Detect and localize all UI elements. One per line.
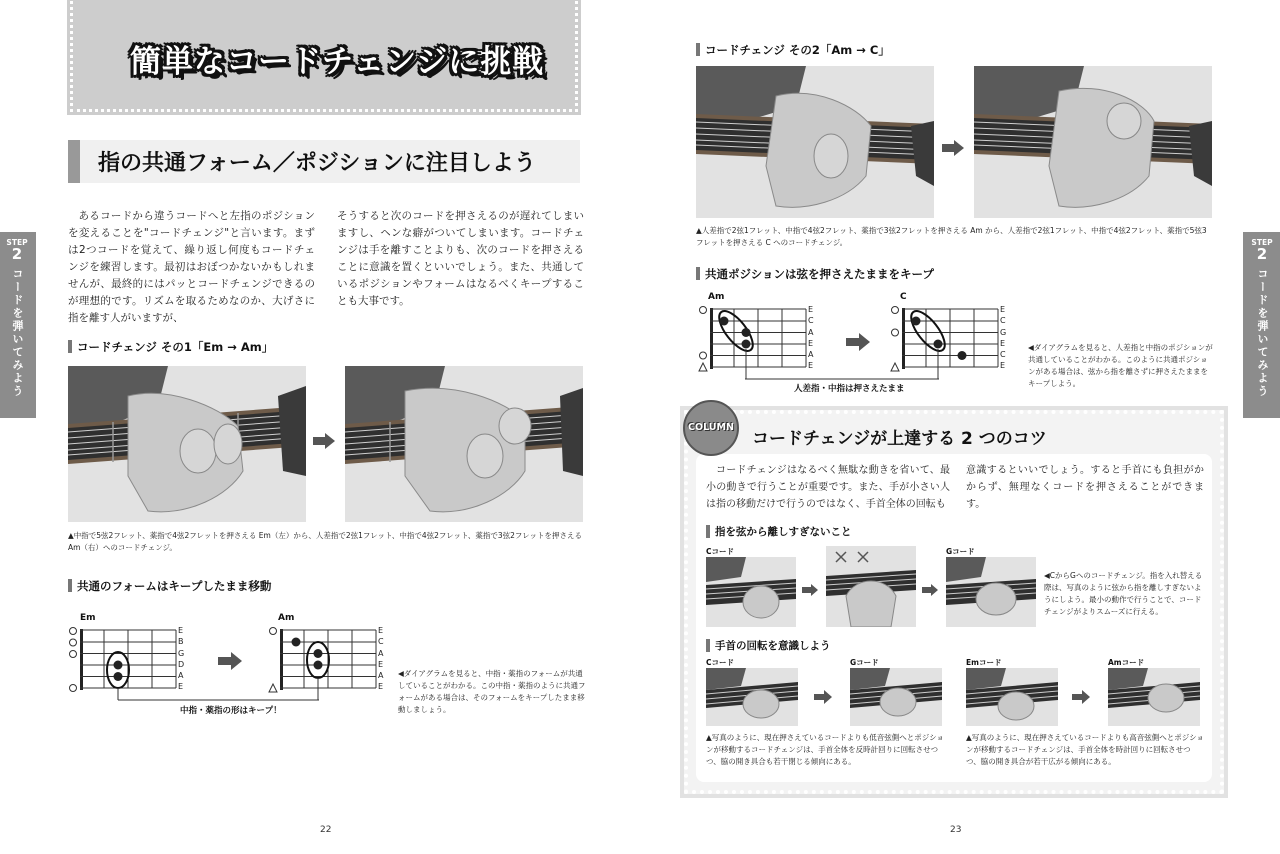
column-body-col1: コードチェンジはなるべく無駄な動きを省いて、最小の動きで行うことが重要です。また、手が小さい人は指の移動だけで行うのではなく、手首全体の回転も — [706, 465, 950, 510]
arrow-right-icon — [922, 584, 938, 596]
arrow-right-icon — [942, 140, 964, 156]
tip1-heading: 指を弦から離しすぎないこと — [706, 524, 852, 539]
diagram-am2-name: Am — [708, 292, 725, 302]
diagram-am-strings: E C A E A E — [378, 626, 384, 692]
tip2-label-g: Gコード — [850, 658, 879, 667]
photo-am — [345, 366, 583, 522]
subtitle: 指の共通フォーム／ポジションに注目しよう — [98, 151, 536, 176]
photo-c — [974, 66, 1212, 218]
chord-diagram-am2 — [696, 303, 808, 379]
section1-caption: ▲中指で5弦2フレット、薬指で4弦2フレットを押さえる Em（左）から、人差指で2弦1フレット、中指で4弦2フレット、薬指で3弦2フレットを押さえる Am（右）へのコードチェンジ。 — [68, 531, 583, 552]
page-number: 22 — [320, 825, 332, 835]
tip2-label-am: Amコード — [1108, 658, 1145, 667]
diagram-note: 人差指・中指は押さえたまま — [794, 384, 905, 394]
diagram-am-name: Am — [278, 613, 295, 623]
diagram-em-strings: E B G D A E — [178, 626, 185, 692]
column-badge: COLUMN — [683, 400, 739, 456]
column-body-col2: 意識するといいでしょう。すると手首にも負担がかからず、無理なくコードを押さえることができます。 — [966, 465, 1204, 510]
tip2-caption1: ▲写真のように、現在押さえているコードよりも低音弦側へとポジションが移動するコードチェンジは、手首全体を反時計回りに回転させつつ、脇の開き具合も若干閉じる傾向にある。 — [706, 733, 944, 766]
diagram-connector — [744, 377, 940, 381]
side-tab-right: STEP 2 コードを弾いてみよう — [1243, 232, 1280, 418]
photo-tip1-g — [946, 557, 1036, 627]
photo-tip2-c — [706, 668, 798, 726]
subtitle-bar — [68, 140, 580, 183]
tip2-heading: 手首の回転を意識しよう — [706, 638, 831, 653]
section1-caption: ▲人差指で2弦1フレット、中指で4弦2フレット、薬指で3弦2フレットを押さえる Am から、人差指で2弦1フレット、中指で4弦2フレット、薬指で5弦3フレットを押さえる C へのコードチェンジ。 — [696, 226, 1207, 247]
chord-diagram-c — [888, 303, 1000, 379]
diagram-note: 中指・薬指の形はキープ！ — [180, 706, 282, 716]
diagram-side-text: ◀ダイアグラムを見ると、中指・薬指のフォームが共通していることがわかる。この中指・薬指のように共通フォームがある場合は、そのフォームをキープしたまま移動しましょう。 — [398, 669, 586, 714]
tip2-label-em: Emコード — [966, 658, 1002, 667]
diagram-side-text: ◀ダイアグラムを見ると、人差指と中指のポジションが共通していることがわかる。このように共通ポジションがある場合は、弦から指を離さずに押さえたままをキープしよう。 — [1028, 343, 1213, 388]
section2-heading: 共通のフォームはキープしたまま移動 — [68, 578, 271, 594]
diagram-em-name: Em — [80, 613, 96, 623]
side-tab-left: STEP 2 コードを弾いてみよう — [0, 232, 36, 418]
diagram-connector — [117, 698, 320, 702]
body-text-col2: そうすると次のコードを押さえるのが遅れてしまいますし、ヘンな癖がついてしまいます。コードチェンジは手を離すことよりも、次のコードを押さえることに意識を置くといいでしょう。また、共通しているポジションやフォームはなるべくキープすることも大事です。 — [337, 210, 584, 307]
section1-heading: コードチェンジ その2「Am → C」 — [696, 42, 890, 58]
diagram-c-strings: E C G E C E — [1000, 305, 1007, 371]
page-title: 簡単なコードチェンジに挑戦 — [130, 44, 545, 80]
tip1-label-c: Cコード — [706, 547, 735, 556]
arrow-right-icon — [313, 433, 335, 449]
tip2-label-c: Cコード — [706, 658, 735, 667]
tip1-text: ◀CからGへのコードチェンジ。指を入れ替える際は、写真のように弦から指を離しすぎないようにしよう。最小の動作で行うことで、コードチェンジがよりスムーズに行える。 — [1044, 571, 1203, 616]
photo-tip1-c — [706, 557, 796, 627]
photo-tip2-em — [966, 668, 1058, 726]
arrow-right-icon — [846, 333, 870, 351]
arrow-right-icon — [218, 652, 242, 670]
chord-diagram-am — [266, 624, 378, 700]
page-number: 23 — [950, 825, 962, 835]
tip2-caption2: ▲写真のように、現在押さえているコードよりも高音弦側へとポジションが移動するコードチェンジは、手首全体を時計回りに回転させつつ、脇の開き具合が若干広がる傾向にある。 — [966, 733, 1204, 766]
photo-tip2-am — [1108, 668, 1200, 726]
column-title: コードチェンジが上達する 2 つのコツ — [752, 429, 1047, 449]
arrow-right-icon — [814, 690, 832, 704]
chord-diagram-em — [66, 624, 178, 700]
diagram-c-name: C — [900, 292, 907, 302]
arrow-right-icon — [1072, 690, 1090, 704]
diagram-am2-strings: E C A E A E — [808, 305, 814, 371]
photo-am-2 — [696, 66, 934, 218]
photo-tip2-g — [850, 668, 942, 726]
photo-tip1-mid — [826, 546, 916, 627]
right-page — [640, 0, 1280, 854]
section1-heading: コードチェンジ その1「Em → Am」 — [68, 339, 273, 355]
body-text-col1: あるコードから違うコードへと左指のポジションを変えることを"コードチェンジ"と言います。まずは2つコードを覚えて、繰り返し何度もコードチェンジを練習します。最初はおぼつかないかもしれませんが、最終的にはパッとコードチェンジできるのが理想的です。リズムを取るためなのか、大げさに指を離す人がいますが、 — [68, 210, 315, 324]
photo-em — [68, 366, 306, 522]
tip1-label-g: Gコード — [946, 547, 975, 556]
section2-heading: 共通ポジションは弦を押さえたままをキープ — [696, 266, 934, 282]
arrow-right-icon — [802, 584, 818, 596]
